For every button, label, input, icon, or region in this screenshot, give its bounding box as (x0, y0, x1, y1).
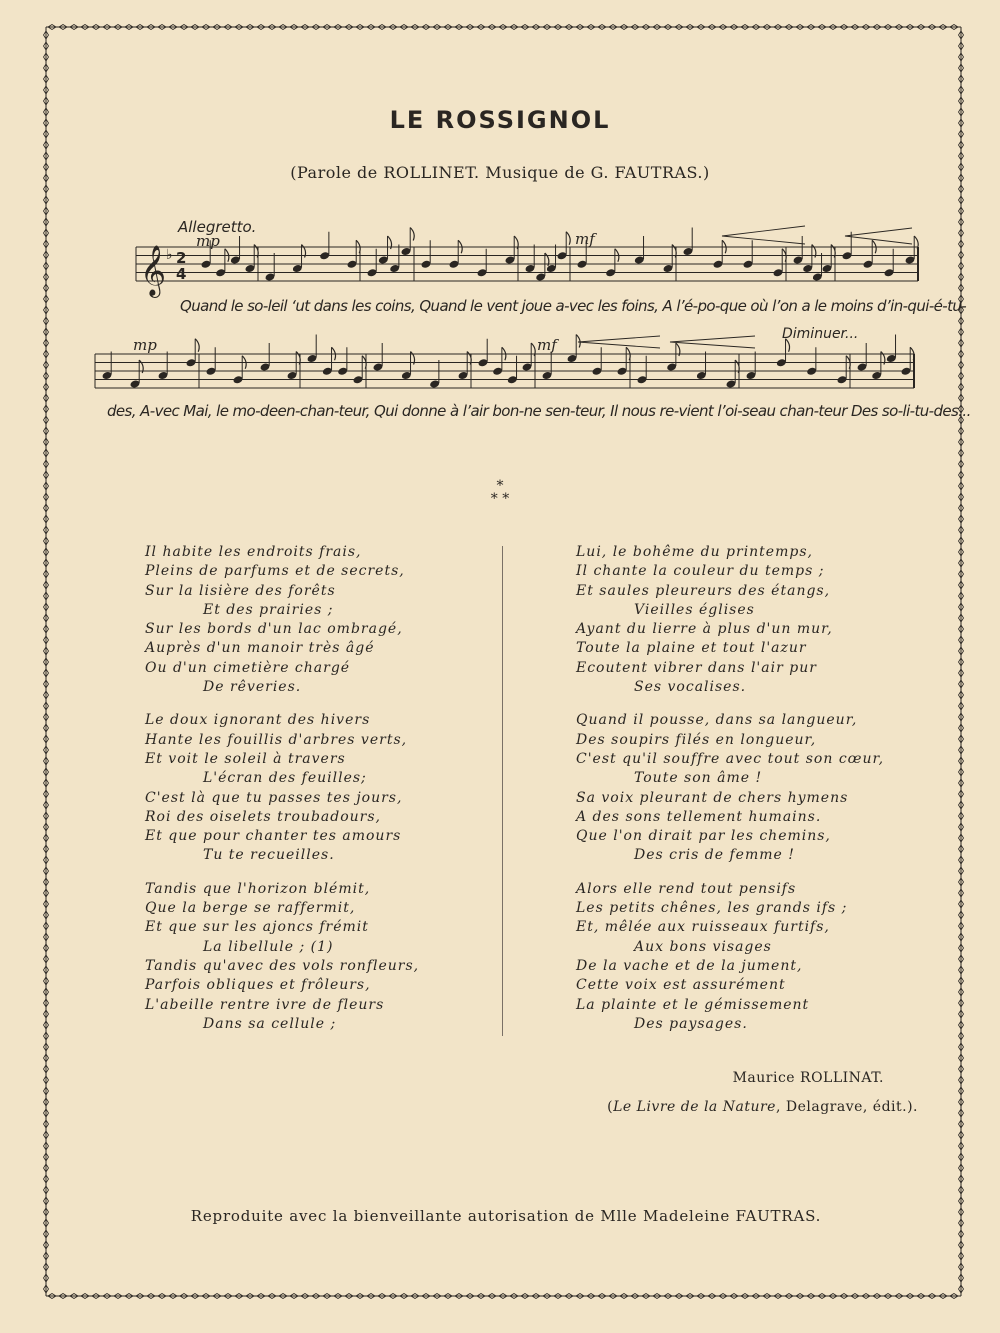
poem-line: Parfois obliques et frôleurs, (145, 977, 371, 994)
poem-line: Aux bons visages (634, 938, 772, 955)
poem-line: Sur les bords d'un lac ombragé, (145, 621, 403, 638)
poem-line: C'est qu'il souffre avec tout son cœur, (576, 750, 885, 767)
treble-clef: 𝄞 (140, 245, 167, 296)
note-flag (576, 335, 580, 348)
poem-line: Des soupirs filés en longueur, (576, 731, 817, 748)
poem-line: Tandis que l'horizon blémit, (145, 880, 371, 897)
poem-line: Tandis qu'avec des vols ronfleurs, (145, 957, 420, 974)
poem-line: Des paysages. (634, 1015, 748, 1032)
poem-line: Et que pour chanter tes amours (145, 828, 402, 845)
section-asterism (0, 480, 1000, 506)
dynamic-mp-1: mp (196, 232, 220, 250)
permission-note: Reproduite avec la bienveillante autorisation de Mlle Madeleine FAUTRAS. (190, 1207, 822, 1225)
poem-line: Lui, le bohême du printemps, (576, 544, 813, 560)
poem-line: Le doux ignorant des hivers (145, 712, 371, 729)
page-subtitle: (Parole de ROLLINET. Musique de G. FAUTRAS.) (290, 163, 710, 182)
time-signature-top: 2 (176, 249, 187, 267)
poem-line: De rêveries. (203, 679, 302, 696)
poem-stanza (576, 711, 884, 865)
asterism-bottom: * * (490, 491, 510, 507)
poem-line: Et que sur les ajoncs frémit (145, 919, 369, 936)
poem-line: Vieilles églises (634, 601, 755, 618)
flat-sign: ♭ (166, 247, 173, 263)
poem-line: Sur la lisière des forêts (145, 582, 336, 599)
poem-line: Hante les fouillis d'arbres verts, (145, 731, 408, 748)
poem-column-right (576, 543, 884, 1048)
poem-line: Et saules pleureurs des étangs, (576, 582, 831, 599)
crescendo-hairpin (845, 228, 912, 244)
poem-line: Et des prairies ; (203, 601, 334, 618)
poem-line: Auprès d'un manoir très âgé (145, 640, 375, 657)
music-score (0, 0, 1000, 440)
poem-line: Pleins de parfums et de secrets, (145, 563, 405, 580)
poem-line: La plainte et le gémissement (576, 996, 810, 1013)
source-citation: (Le Livre de la Nature, Delagrave, édit.). (607, 1099, 918, 1115)
decrescendo-hairpin (578, 336, 660, 348)
poem-line: Il habite les endroits frais, (145, 544, 362, 560)
dynamic-mf-2: mf (537, 336, 557, 354)
note-flag (195, 339, 199, 352)
poem-line: Et, mêlée aux ruisseaux furtifs, (576, 919, 830, 936)
poem-line: Que la berge se raffermit, (145, 900, 356, 917)
poem-line: L'abeille rentre ivre de fleurs (145, 996, 385, 1013)
poem-line: Dans sa cellule ; (203, 1015, 337, 1032)
poem-line: Il chante la couleur du temps ; (576, 563, 825, 580)
author-signature: Maurice ROLLINAT. (732, 1070, 884, 1086)
poem-line: A des sons tellement humains. (576, 808, 822, 825)
asterism-top: * (496, 478, 504, 494)
poem-stanza (576, 880, 884, 1034)
time-signature-bottom: 4 (176, 265, 187, 283)
column-divider (502, 546, 503, 1036)
book-title: Le Livre de la Nature (613, 1099, 776, 1115)
poem-stanza (145, 543, 419, 697)
poem-line: Ayant du lierre à plus d'un mur, (576, 621, 833, 638)
note-flag (566, 232, 570, 245)
lyrics-line-2: des, A-vec Mai, le mo-deen-chan-teur, Qui donne à l’air bon-ne sen-teur, Il nous re-vient l’oi-seau chan-teur Des so-li-tu-des... (107, 402, 971, 420)
poem-line: La libellule ; (1) (203, 938, 334, 955)
poem-line: Des cris de femme ! (634, 847, 795, 864)
decrescendo-hairpin (670, 336, 755, 348)
poem-line: De la vache et de la jument, (576, 957, 803, 974)
poem-line: Quand il pousse, dans sa langueur, (576, 712, 858, 729)
poem-line: Que l'on dirait par les chemins, (576, 828, 831, 845)
poem-stanza (145, 880, 419, 1034)
poem-line: Ses vocalises. (634, 679, 747, 696)
page-title: LE ROSSIGNOL (389, 106, 611, 134)
lyrics-line-1: Quand le so-leil ‘ut dans les coins, Quand le vent joue a-vec les foins, A l’é-po-que où l’on a le moins d’in-qui-é-tu- (180, 297, 967, 315)
poem-stanza (576, 543, 884, 697)
crescendo-hairpin (722, 226, 805, 244)
poem-column-left (145, 543, 419, 1048)
poem-line: L'écran des feuilles; (203, 770, 367, 787)
poem-line: Cette voix est assurément (576, 977, 786, 994)
poem-line: Sa voix pleurant de chers hymens (576, 789, 849, 806)
poem-line: Ecoutent vibrer dans l'air pur (576, 659, 817, 676)
dynamic-mf-1: mf (575, 230, 595, 248)
poem-line: C'est là que tu passes tes jours, (145, 789, 403, 806)
poem-line: Les petits chênes, les grands ifs ; (576, 900, 848, 917)
poem-line: Tu te recueilles. (203, 847, 335, 864)
poem-line: Toute son âme ! (634, 770, 763, 787)
tempo-marking: Allegretto. (178, 218, 257, 236)
poem-line: Ou d'un cimetière chargé (145, 659, 351, 676)
poem-line: Toute la plaine et tout l'azur (576, 640, 807, 657)
dynamic-mp-2: mp (133, 336, 157, 354)
poem-stanza (145, 711, 419, 865)
diminuer-direction: Diminuer... (782, 326, 859, 342)
note-flag (410, 228, 414, 241)
poem-line: Alors elle rend tout pensifs (576, 880, 797, 897)
poem-line: Et voit le soleil à travers (145, 750, 346, 767)
poem-line: Roi des oiselets troubadours, (145, 808, 381, 825)
